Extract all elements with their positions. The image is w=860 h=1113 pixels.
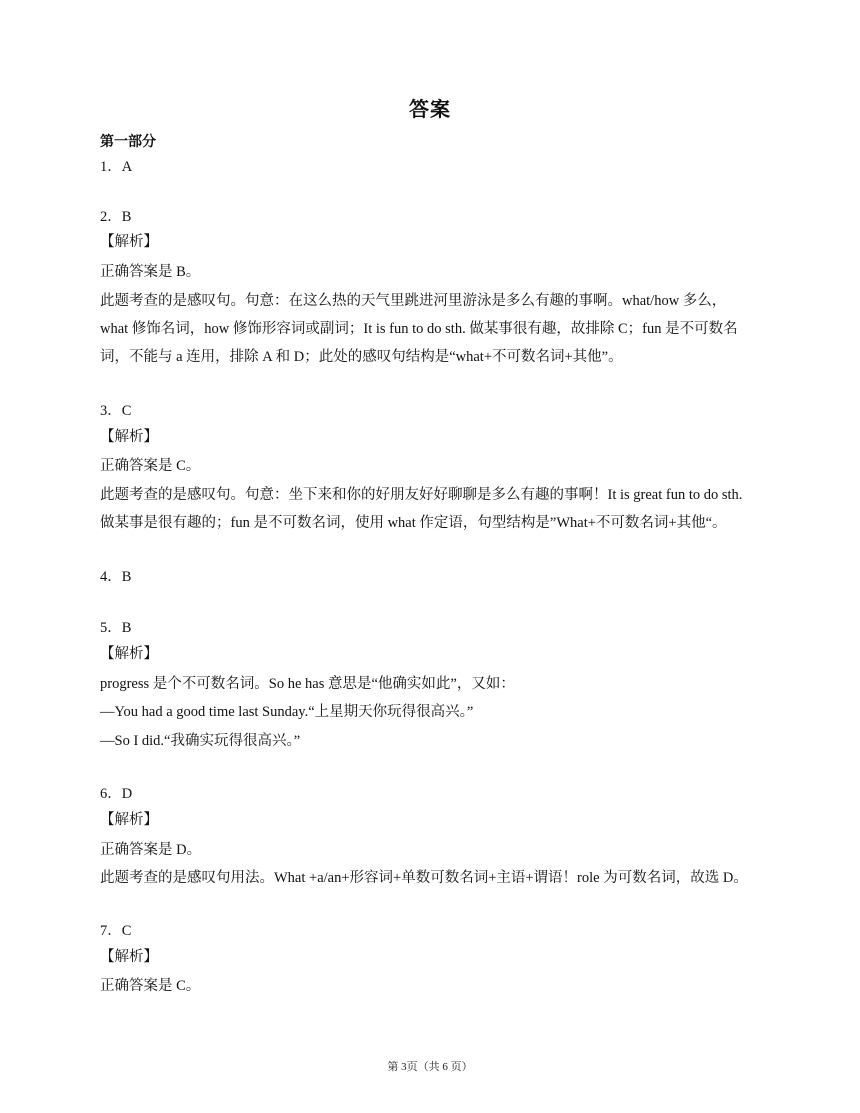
q2-line-2: what 修饰名词，how 修饰形容词或副词；It is fun to do sth. 做某事很有趣，故排除 C；fun 是不可数名 xyxy=(100,321,738,337)
section-heading: 第一部分 xyxy=(100,134,156,150)
page-title: 答案 xyxy=(409,97,451,121)
q5-line-3: —So I did.“我确实玩得很高兴。” xyxy=(100,733,301,749)
q7-analysis-label: 【解析】 xyxy=(100,949,158,965)
q7-number: 7．C xyxy=(100,923,132,939)
q2-line-1: 此题考查的是感叹句。句意：在这么热的天气里跳进河里游泳是多么有趣的事啊。what/how 多么， xyxy=(100,293,727,309)
q3-line-2: 做某事是很有趣的；fun 是不可数名词，使用 what 作定语，句型结构是”What+不可数名词+其他“。 xyxy=(100,515,727,531)
q2-line-3: 词，不能与 a 连用，排除 A 和 D；此处的感叹句结构是“what+不可数名词+其他”。 xyxy=(100,349,623,365)
q4-number: 4．B xyxy=(100,569,132,585)
q2-analysis-label: 【解析】 xyxy=(100,234,158,250)
q3-answer: 正确答案是 C。 xyxy=(100,458,201,474)
q6-line-1: 此题考查的是感叹句用法。What +a/an+形容词+单数可数名词+主语+谓语！role 为可数名词，故选 D。 xyxy=(100,870,748,886)
q5-line-1: progress 是个不可数名词。So he has 意思是“他确实如此”，又如： xyxy=(100,676,515,692)
q3-analysis-label: 【解析】 xyxy=(100,429,158,445)
q2-number: 2．B xyxy=(100,209,132,225)
q3-line-1: 此题考查的是感叹句。句意：坐下来和你的好朋友好好聊聊是多么有趣的事啊！It is great fun to do sth. xyxy=(100,487,743,503)
q3-number: 3．C xyxy=(100,403,132,419)
page-footer: 第 3页（共 6 页） xyxy=(387,1061,473,1073)
q2-answer: 正确答案是 B。 xyxy=(100,264,201,280)
q5-analysis-label: 【解析】 xyxy=(100,646,158,662)
q6-number: 6．D xyxy=(100,786,133,802)
q5-line-2: —You had a good time last Sunday.“上星期天你玩得很高兴。” xyxy=(100,704,474,720)
q6-answer: 正确答案是 D。 xyxy=(100,842,202,858)
q1-number: 1．A xyxy=(100,159,133,175)
q7-answer: 正确答案是 C。 xyxy=(100,978,201,994)
q5-number: 5．B xyxy=(100,620,132,636)
q6-analysis-label: 【解析】 xyxy=(100,812,158,828)
